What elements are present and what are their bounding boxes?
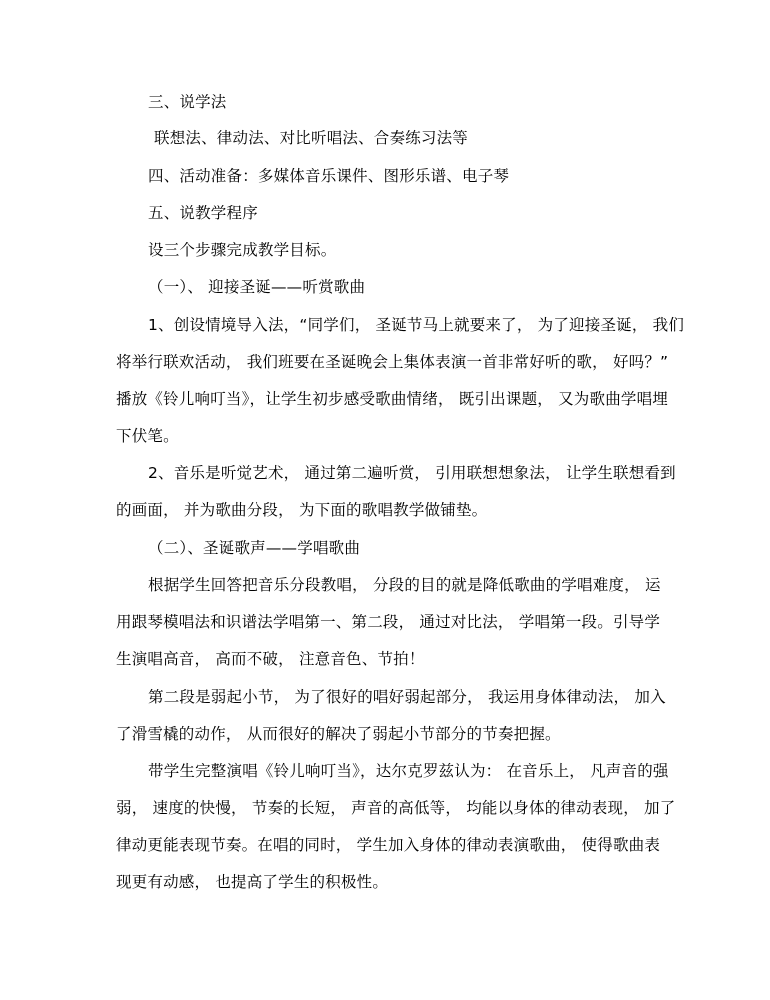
heading-study-methods: 三、说学法 [148, 93, 227, 111]
paragraph-line: 将举行联欢活动， 我们班要在圣诞晚会上集体表演一首非常好听的歌， 好吗？” [116, 353, 669, 371]
paragraph-line: 播放《铃儿响叮当》，让学生初步感受歌曲情绪， 既引出课题， 又为歌曲学唱埋 [116, 390, 669, 408]
study-methods-list: 联想法、律动法、对比听唱法、合奏练习法等 [154, 129, 469, 147]
paragraph-line: 第二段是弱起小节， 为了很好的唱好弱起部分， 我运用身体律动法， 加入 [148, 688, 666, 706]
paragraph-line: 设三个步骤完成教学目标。 [148, 241, 337, 259]
subheading-welcome-christmas: （一）、 迎接圣诞——听赏歌曲 [148, 278, 366, 296]
subheading-christmas-song: （二）、圣诞歌声——学唱歌曲 [148, 539, 361, 557]
heading-activity-preparation: 四、活动准备：多媒体音乐课件、图形乐谱、电子琴 [148, 167, 510, 185]
paragraph-line: 带学生完整演唱《铃儿响叮当》，达尔克罗兹认为： 在音乐上， 凡声音的强 [148, 762, 669, 780]
paragraph-line: 律动更能表现节奏。在唱的同时， 学生加入身体的律动表演歌曲， 使得歌曲表 [116, 836, 661, 854]
paragraph-line: 了滑雪橇的动作， 从而很好的解决了弱起小节部分的节奏把握。 [116, 725, 561, 743]
paragraph-line: 2、音乐是听觉艺术， 通过第二遍听赏， 引用联想想象法， 让学生联想看到 [148, 464, 676, 482]
paragraph-line: 根据学生回答把音乐分段教唱， 分段的目的就是降低歌曲的学唱难度， 运 [148, 576, 661, 594]
paragraph-line: 现更有动感， 也提高了学生的积极性。 [116, 873, 389, 891]
paragraph-line: 下伏笔。 [116, 427, 179, 445]
heading-teaching-procedure: 五、说教学程序 [148, 204, 258, 222]
paragraph-line: 的画面， 并为歌曲分段， 为下面的歌唱教学做铺垫。 [116, 501, 488, 519]
paragraph-line: 1、创设情境导入法，“同学们， 圣诞节马上就要来了， 为了迎接圣诞， 我们 [148, 316, 685, 334]
paragraph-line: 弱， 速度的快慢， 节奏的长短， 声音的高低等， 均能以身体的律动表现， 加了 [116, 799, 676, 817]
paragraph-line: 用跟琴模唱法和识谱法学唱第一、第二段， 通过对比法， 学唱第一段。引导学 [116, 613, 661, 631]
paragraph-line: 生演唱高音， 高而不破， 注意音色、节拍！ [116, 650, 425, 668]
